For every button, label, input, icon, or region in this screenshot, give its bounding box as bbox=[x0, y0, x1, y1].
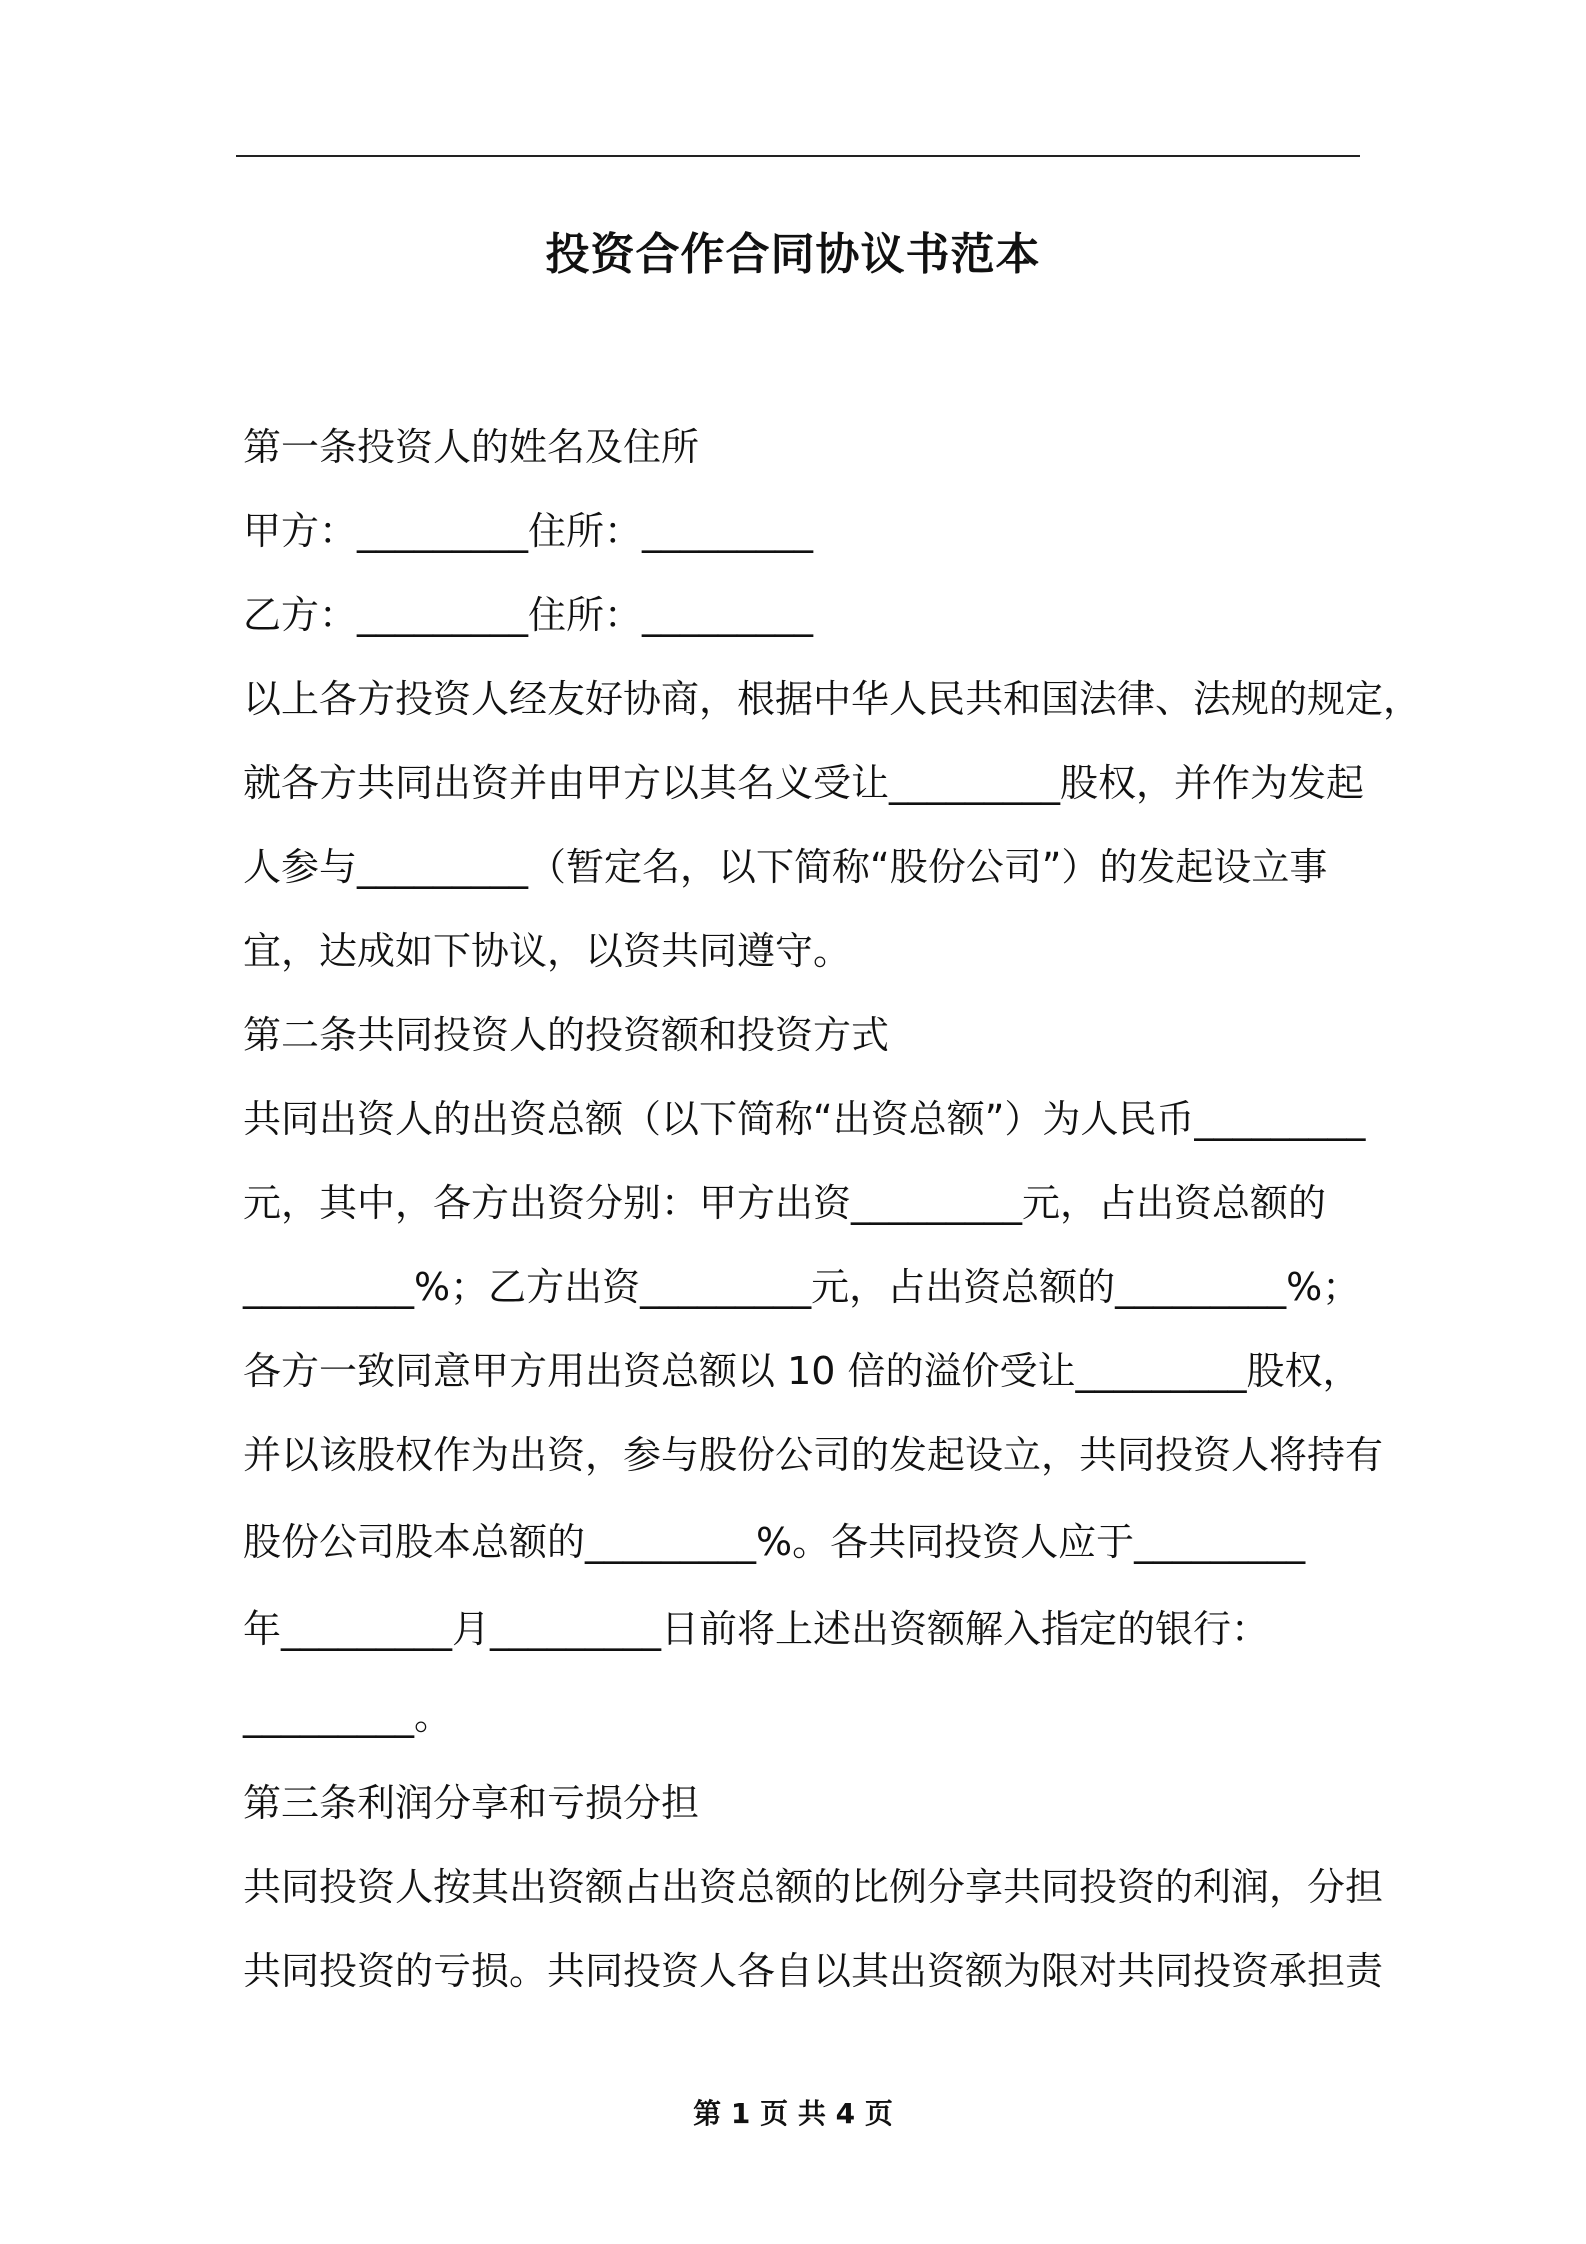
paragraph-line: 年_________月_________日前将上述出资额解入指定的银行： bbox=[243, 1607, 1270, 1651]
paragraph-line: 元，其中，各方出资分别：甲方出资_________元，占出资总额的 bbox=[243, 1181, 1327, 1225]
paragraph-line: 共同投资的亏损。共同投资人各自以其出资额为限对共同投资承担责 bbox=[243, 1949, 1384, 1993]
paragraph-line: 并以该股权作为出资，参与股份公司的发起设立，共同投资人将持有 bbox=[243, 1433, 1384, 1477]
paragraph-line: 共同投资人按其出资额占出资总额的比例分享共同投资的利润，分担 bbox=[243, 1865, 1384, 1909]
paragraph-line: 股份公司股本总额的_________%。各共同投资人应于_________ bbox=[243, 1520, 1306, 1564]
paragraph-line: 人参与_________（暂定名，以下简称“股份公司”）的发起设立事 bbox=[243, 845, 1328, 889]
header-rule bbox=[236, 155, 1360, 157]
document-title: 投资合作合同协议书范本 bbox=[545, 229, 1041, 280]
paragraph-line: 以上各方投资人经友好协商，根据中华人民共和国法律、法规的规定， bbox=[243, 677, 1422, 721]
paragraph-line: 宜，达成如下协议，以资共同遵守。 bbox=[243, 929, 852, 973]
article-2-heading: 第二条共同投资人的投资额和投资方式 bbox=[243, 1013, 890, 1057]
paragraph-line: 各方一致同意甲方用出资总额以 10 倍的溢价受让_________股权， bbox=[243, 1349, 1361, 1393]
article-1-heading: 第一条投资人的姓名及住所 bbox=[243, 425, 700, 469]
document-body bbox=[243, 405, 1422, 2013]
paragraph-line: 共同出资人的出资总额（以下简称“出资总额”）为人民币_________ bbox=[243, 1097, 1366, 1141]
paragraph-line: 就各方共同出资并由甲方以其名义受让_________股权，并作为发起 bbox=[243, 761, 1365, 805]
party-b-line: 乙方：_________住所：_________ bbox=[243, 593, 814, 637]
page-number: 第 1 页 共 4 页 bbox=[693, 2097, 893, 2130]
paragraph-line: _________%；乙方出资_________元，占出资总额的_________%； bbox=[243, 1265, 1361, 1309]
party-a-line: 甲方：_________住所：_________ bbox=[243, 509, 814, 553]
paragraph-line: _________。 bbox=[243, 1694, 453, 1738]
article-3-heading: 第三条利润分享和亏损分担 bbox=[243, 1781, 700, 1825]
